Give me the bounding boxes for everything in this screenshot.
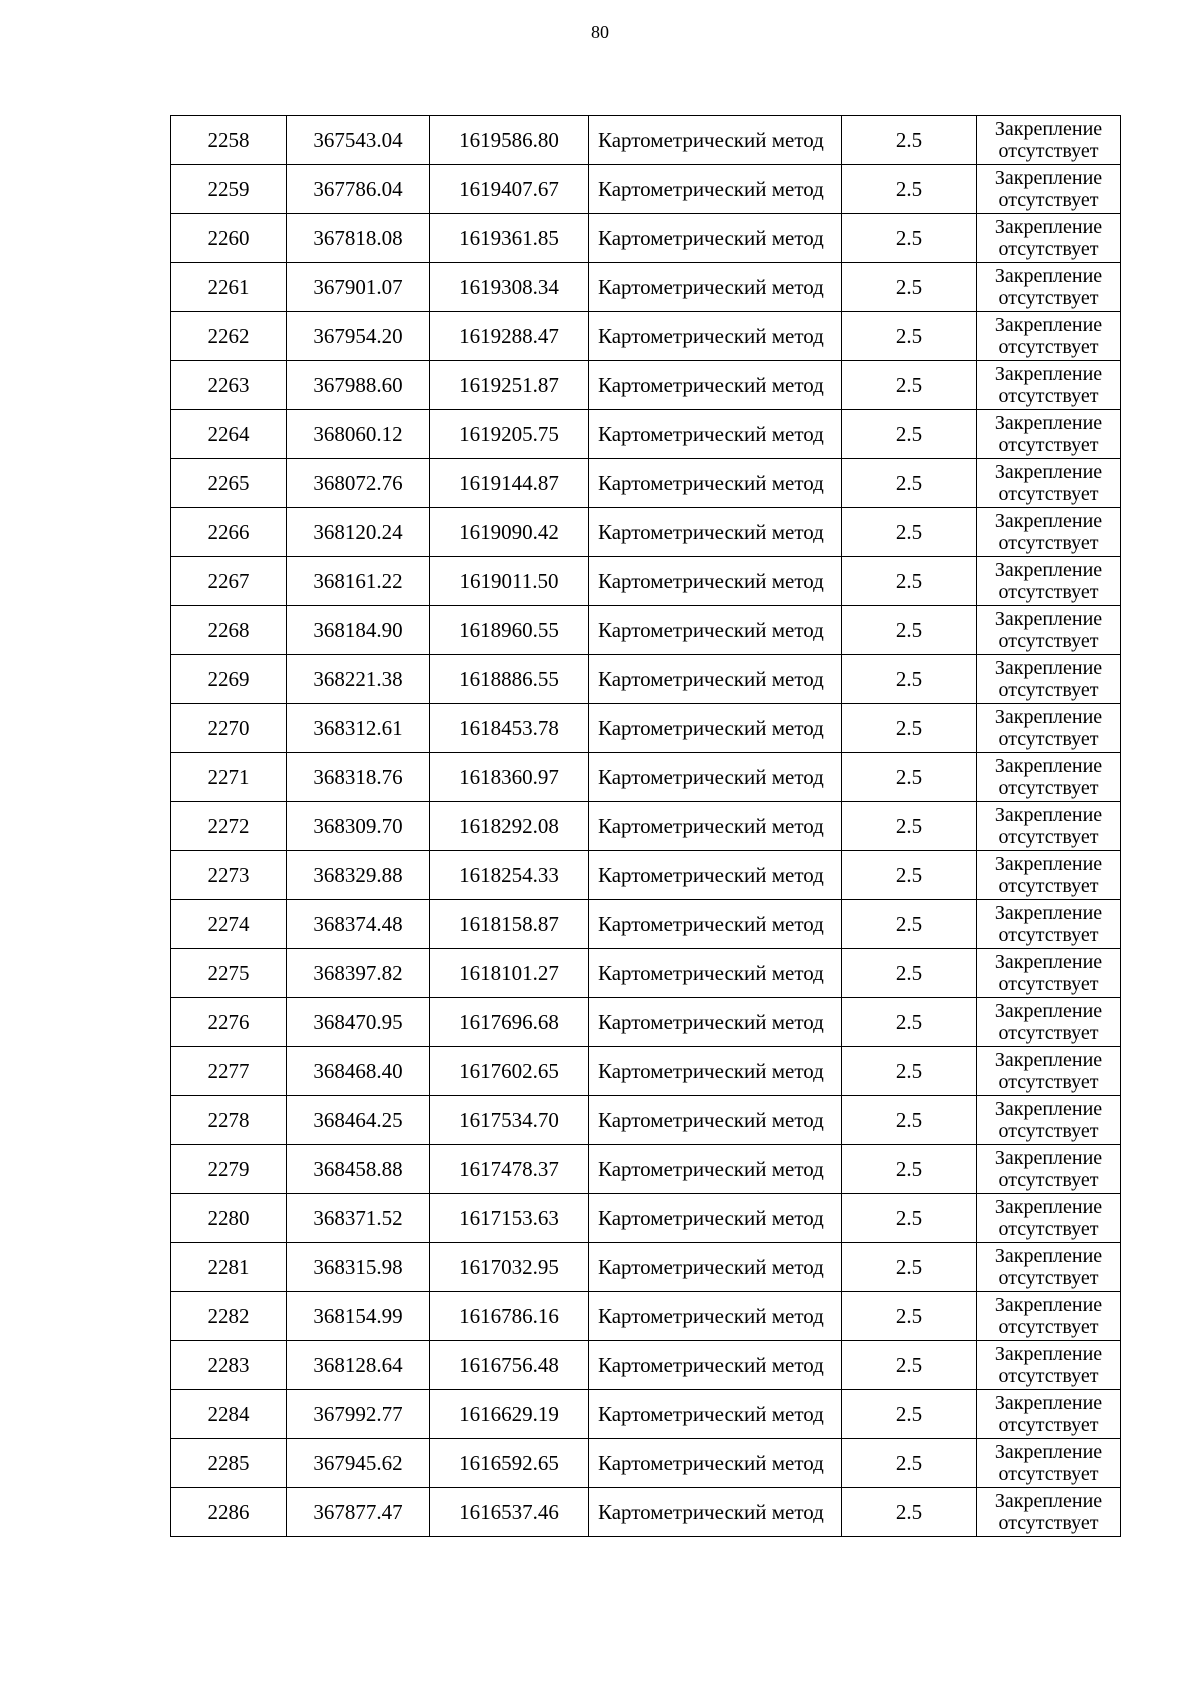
table-row bbox=[171, 704, 1121, 753]
fixation-cell bbox=[977, 655, 1121, 704]
y-coordinate-cell: 1619407.67 bbox=[430, 165, 589, 214]
fixation-cell bbox=[977, 753, 1121, 802]
accuracy-cell: 2.5 bbox=[842, 214, 977, 263]
x-coordinate-cell: 368120.24 bbox=[287, 508, 430, 557]
accuracy-cell: 2.5 bbox=[842, 1194, 977, 1243]
point-number-cell: 2261 bbox=[171, 263, 287, 312]
fixation-cell bbox=[977, 410, 1121, 459]
fixation-cell bbox=[977, 508, 1121, 557]
y-coordinate-cell: 1619586.80 bbox=[430, 116, 589, 165]
accuracy-cell: 2.5 bbox=[842, 1341, 977, 1390]
accuracy-cell: 2.5 bbox=[842, 459, 977, 508]
accuracy-cell: 2.5 bbox=[842, 1243, 977, 1292]
fixation-cell bbox=[977, 1390, 1121, 1439]
accuracy-cell: 2.5 bbox=[842, 1439, 977, 1488]
table-row bbox=[171, 508, 1121, 557]
accuracy-cell: 2.5 bbox=[842, 1145, 977, 1194]
x-coordinate-cell: 368154.99 bbox=[287, 1292, 430, 1341]
point-number-cell: 2280 bbox=[171, 1194, 287, 1243]
x-coordinate-cell: 368468.40 bbox=[287, 1047, 430, 1096]
point-number-cell: 2268 bbox=[171, 606, 287, 655]
fixation-line-2: отсутствует bbox=[998, 924, 1099, 946]
table-row bbox=[171, 557, 1121, 606]
y-coordinate-cell: 1617478.37 bbox=[430, 1145, 589, 1194]
table-body bbox=[171, 116, 1121, 1537]
method-cell: Картометрический метод bbox=[589, 557, 842, 606]
fixation-line-1: Закрепление bbox=[994, 510, 1103, 532]
table-row bbox=[171, 1488, 1121, 1537]
table-row bbox=[171, 312, 1121, 361]
fixation-cell bbox=[977, 606, 1121, 655]
table-row bbox=[171, 998, 1121, 1047]
method-cell: Картометрический метод bbox=[589, 1439, 842, 1488]
fixation-line-2: отсутствует bbox=[998, 140, 1099, 162]
x-coordinate-cell: 367818.08 bbox=[287, 214, 430, 263]
method-cell: Картометрический метод bbox=[589, 949, 842, 998]
fixation-line-1: Закрепление bbox=[994, 1245, 1103, 1267]
accuracy-cell: 2.5 bbox=[842, 361, 977, 410]
y-coordinate-cell: 1619361.85 bbox=[430, 214, 589, 263]
fixation-line-1: Закрепление bbox=[994, 1098, 1103, 1120]
fixation-line-1: Закрепление bbox=[994, 1049, 1103, 1071]
fixation-line-2: отсутствует bbox=[998, 1218, 1099, 1240]
method-cell: Картометрический метод bbox=[589, 900, 842, 949]
method-cell: Картометрический метод bbox=[589, 361, 842, 410]
fixation-cell bbox=[977, 949, 1121, 998]
fixation-line-1: Закрепление bbox=[994, 1343, 1103, 1365]
table-row bbox=[171, 214, 1121, 263]
fixation-line-2: отсутствует bbox=[998, 336, 1099, 358]
table-row bbox=[171, 1292, 1121, 1341]
x-coordinate-cell: 368374.48 bbox=[287, 900, 430, 949]
x-coordinate-cell: 368221.38 bbox=[287, 655, 430, 704]
y-coordinate-cell: 1617696.68 bbox=[430, 998, 589, 1047]
x-coordinate-cell: 368470.95 bbox=[287, 998, 430, 1047]
x-coordinate-cell: 368397.82 bbox=[287, 949, 430, 998]
method-cell: Картометрический метод bbox=[589, 410, 842, 459]
accuracy-cell: 2.5 bbox=[842, 263, 977, 312]
table-row bbox=[171, 1096, 1121, 1145]
method-cell: Картометрический метод bbox=[589, 1292, 842, 1341]
table-row bbox=[171, 900, 1121, 949]
x-coordinate-cell: 368060.12 bbox=[287, 410, 430, 459]
y-coordinate-cell: 1618360.97 bbox=[430, 753, 589, 802]
fixation-line-1: Закрепление bbox=[994, 559, 1103, 581]
accuracy-cell: 2.5 bbox=[842, 508, 977, 557]
x-coordinate-cell: 367877.47 bbox=[287, 1488, 430, 1537]
table-row bbox=[171, 1390, 1121, 1439]
table-row bbox=[171, 1047, 1121, 1096]
point-number-cell: 2266 bbox=[171, 508, 287, 557]
table-row bbox=[171, 1341, 1121, 1390]
y-coordinate-cell: 1619090.42 bbox=[430, 508, 589, 557]
point-number-cell: 2270 bbox=[171, 704, 287, 753]
fixation-cell bbox=[977, 214, 1121, 263]
accuracy-cell: 2.5 bbox=[842, 1047, 977, 1096]
point-number-cell: 2263 bbox=[171, 361, 287, 410]
fixation-line-2: отсутствует bbox=[998, 679, 1099, 701]
fixation-line-2: отсутствует bbox=[998, 287, 1099, 309]
point-number-cell: 2269 bbox=[171, 655, 287, 704]
point-number-cell: 2274 bbox=[171, 900, 287, 949]
y-coordinate-cell: 1618158.87 bbox=[430, 900, 589, 949]
y-coordinate-cell: 1616537.46 bbox=[430, 1488, 589, 1537]
fixation-line-2: отсутствует bbox=[998, 973, 1099, 995]
fixation-line-2: отсутствует bbox=[998, 189, 1099, 211]
fixation-cell bbox=[977, 116, 1121, 165]
method-cell: Картометрический метод bbox=[589, 1390, 842, 1439]
accuracy-cell: 2.5 bbox=[842, 116, 977, 165]
x-coordinate-cell: 368309.70 bbox=[287, 802, 430, 851]
x-coordinate-cell: 367988.60 bbox=[287, 361, 430, 410]
fixation-line-1: Закрепление bbox=[994, 608, 1103, 630]
y-coordinate-cell: 1619288.47 bbox=[430, 312, 589, 361]
point-number-cell: 2275 bbox=[171, 949, 287, 998]
x-coordinate-cell: 367954.20 bbox=[287, 312, 430, 361]
page-number: 80 bbox=[591, 22, 609, 42]
table-row bbox=[171, 361, 1121, 410]
table-row bbox=[171, 1145, 1121, 1194]
fixation-line-2: отсутствует bbox=[998, 532, 1099, 554]
x-coordinate-cell: 368329.88 bbox=[287, 851, 430, 900]
fixation-line-1: Закрепление bbox=[994, 804, 1103, 826]
accuracy-cell: 2.5 bbox=[842, 998, 977, 1047]
y-coordinate-cell: 1618453.78 bbox=[430, 704, 589, 753]
accuracy-cell: 2.5 bbox=[842, 1292, 977, 1341]
y-coordinate-cell: 1617534.70 bbox=[430, 1096, 589, 1145]
method-cell: Картометрический метод bbox=[589, 1194, 842, 1243]
point-number-cell: 2276 bbox=[171, 998, 287, 1047]
fixation-cell bbox=[977, 1488, 1121, 1537]
fixation-cell bbox=[977, 1096, 1121, 1145]
accuracy-cell: 2.5 bbox=[842, 900, 977, 949]
fixation-cell bbox=[977, 165, 1121, 214]
point-number-cell: 2283 bbox=[171, 1341, 287, 1390]
y-coordinate-cell: 1616629.19 bbox=[430, 1390, 589, 1439]
method-cell: Картометрический метод bbox=[589, 1341, 842, 1390]
y-coordinate-cell: 1617153.63 bbox=[430, 1194, 589, 1243]
fixation-line-2: отсутствует bbox=[998, 777, 1099, 799]
fixation-line-1: Закрепление bbox=[994, 1196, 1103, 1218]
x-coordinate-cell: 368371.52 bbox=[287, 1194, 430, 1243]
fixation-line-1: Закрепление bbox=[994, 951, 1103, 973]
fixation-cell bbox=[977, 1439, 1121, 1488]
coordinates-table bbox=[170, 115, 1121, 1537]
point-number-cell: 2267 bbox=[171, 557, 287, 606]
method-cell: Картометрический метод bbox=[589, 802, 842, 851]
method-cell: Картометрический метод bbox=[589, 1243, 842, 1292]
point-number-cell: 2260 bbox=[171, 214, 287, 263]
fixation-cell bbox=[977, 998, 1121, 1047]
x-coordinate-cell: 367543.04 bbox=[287, 116, 430, 165]
accuracy-cell: 2.5 bbox=[842, 606, 977, 655]
x-coordinate-cell: 368315.98 bbox=[287, 1243, 430, 1292]
fixation-line-2: отсутствует bbox=[998, 630, 1099, 652]
fixation-line-2: отсутствует bbox=[998, 1316, 1099, 1338]
x-coordinate-cell: 368318.76 bbox=[287, 753, 430, 802]
accuracy-cell: 2.5 bbox=[842, 802, 977, 851]
fixation-line-1: Закрепление bbox=[994, 1000, 1103, 1022]
fixation-line-1: Закрепление bbox=[994, 1294, 1103, 1316]
method-cell: Картометрический метод bbox=[589, 459, 842, 508]
x-coordinate-cell: 367945.62 bbox=[287, 1439, 430, 1488]
fixation-cell bbox=[977, 704, 1121, 753]
fixation-line-2: отсутствует bbox=[998, 1512, 1099, 1534]
table-row bbox=[171, 410, 1121, 459]
x-coordinate-cell: 368184.90 bbox=[287, 606, 430, 655]
point-number-cell: 2284 bbox=[171, 1390, 287, 1439]
table-row bbox=[171, 949, 1121, 998]
fixation-line-2: отсутствует bbox=[998, 1071, 1099, 1093]
y-coordinate-cell: 1619144.87 bbox=[430, 459, 589, 508]
y-coordinate-cell: 1619011.50 bbox=[430, 557, 589, 606]
fixation-cell bbox=[977, 263, 1121, 312]
fixation-cell bbox=[977, 459, 1121, 508]
fixation-line-2: отсутствует bbox=[998, 1267, 1099, 1289]
accuracy-cell: 2.5 bbox=[842, 165, 977, 214]
fixation-line-1: Закрепление bbox=[994, 412, 1103, 434]
x-coordinate-cell: 368458.88 bbox=[287, 1145, 430, 1194]
fixation-cell bbox=[977, 1194, 1121, 1243]
method-cell: Картометрический метод bbox=[589, 704, 842, 753]
method-cell: Картометрический метод bbox=[589, 263, 842, 312]
fixation-line-1: Закрепление bbox=[994, 265, 1103, 287]
x-coordinate-cell: 368128.64 bbox=[287, 1341, 430, 1390]
accuracy-cell: 2.5 bbox=[842, 1390, 977, 1439]
fixation-cell bbox=[977, 1243, 1121, 1292]
fixation-line-1: Закрепление bbox=[994, 902, 1103, 924]
point-number-cell: 2272 bbox=[171, 802, 287, 851]
fixation-cell bbox=[977, 557, 1121, 606]
fixation-line-1: Закрепление bbox=[994, 118, 1103, 140]
y-coordinate-cell: 1617032.95 bbox=[430, 1243, 589, 1292]
y-coordinate-cell: 1616592.65 bbox=[430, 1439, 589, 1488]
fixation-line-1: Закрепление bbox=[994, 461, 1103, 483]
fixation-line-2: отсутствует bbox=[998, 238, 1099, 260]
point-number-cell: 2281 bbox=[171, 1243, 287, 1292]
fixation-line-2: отсутствует bbox=[998, 581, 1099, 603]
x-coordinate-cell: 368072.76 bbox=[287, 459, 430, 508]
fixation-line-1: Закрепление bbox=[994, 1392, 1103, 1414]
fixation-line-1: Закрепление bbox=[994, 706, 1103, 728]
table-row bbox=[171, 1194, 1121, 1243]
fixation-line-1: Закрепление bbox=[994, 1490, 1103, 1512]
fixation-cell bbox=[977, 802, 1121, 851]
method-cell: Картометрический метод bbox=[589, 214, 842, 263]
fixation-cell bbox=[977, 361, 1121, 410]
table-row bbox=[171, 1243, 1121, 1292]
fixation-line-2: отсутствует bbox=[998, 1463, 1099, 1485]
table-row bbox=[171, 263, 1121, 312]
point-number-cell: 2273 bbox=[171, 851, 287, 900]
fixation-cell bbox=[977, 1292, 1121, 1341]
accuracy-cell: 2.5 bbox=[842, 410, 977, 459]
y-coordinate-cell: 1618292.08 bbox=[430, 802, 589, 851]
x-coordinate-cell: 367786.04 bbox=[287, 165, 430, 214]
table-row bbox=[171, 851, 1121, 900]
x-coordinate-cell: 368161.22 bbox=[287, 557, 430, 606]
accuracy-cell: 2.5 bbox=[842, 1096, 977, 1145]
fixation-line-2: отсутствует bbox=[998, 1022, 1099, 1044]
point-number-cell: 2277 bbox=[171, 1047, 287, 1096]
point-number-cell: 2279 bbox=[171, 1145, 287, 1194]
point-number-cell: 2259 bbox=[171, 165, 287, 214]
x-coordinate-cell: 368464.25 bbox=[287, 1096, 430, 1145]
method-cell: Картометрический метод bbox=[589, 508, 842, 557]
fixation-cell bbox=[977, 851, 1121, 900]
accuracy-cell: 2.5 bbox=[842, 1488, 977, 1537]
accuracy-cell: 2.5 bbox=[842, 704, 977, 753]
y-coordinate-cell: 1619205.75 bbox=[430, 410, 589, 459]
fixation-line-1: Закрепление bbox=[994, 657, 1103, 679]
fixation-line-1: Закрепление bbox=[994, 755, 1103, 777]
table-row bbox=[171, 116, 1121, 165]
fixation-cell bbox=[977, 1047, 1121, 1096]
fixation-line-2: отсутствует bbox=[998, 1120, 1099, 1142]
fixation-line-1: Закрепление bbox=[994, 216, 1103, 238]
x-coordinate-cell: 368312.61 bbox=[287, 704, 430, 753]
method-cell: Картометрический метод bbox=[589, 606, 842, 655]
y-coordinate-cell: 1619251.87 bbox=[430, 361, 589, 410]
table-row bbox=[171, 606, 1121, 655]
fixation-line-1: Закрепление bbox=[994, 1441, 1103, 1463]
point-number-cell: 2282 bbox=[171, 1292, 287, 1341]
method-cell: Картометрический метод bbox=[589, 655, 842, 704]
table-row bbox=[171, 459, 1121, 508]
accuracy-cell: 2.5 bbox=[842, 753, 977, 802]
point-number-cell: 2262 bbox=[171, 312, 287, 361]
fixation-line-2: отсутствует bbox=[998, 434, 1099, 456]
point-number-cell: 2285 bbox=[171, 1439, 287, 1488]
y-coordinate-cell: 1616756.48 bbox=[430, 1341, 589, 1390]
accuracy-cell: 2.5 bbox=[842, 949, 977, 998]
method-cell: Картометрический метод bbox=[589, 116, 842, 165]
point-number-cell: 2258 bbox=[171, 116, 287, 165]
table-row bbox=[171, 165, 1121, 214]
table-row bbox=[171, 1439, 1121, 1488]
accuracy-cell: 2.5 bbox=[842, 851, 977, 900]
x-coordinate-cell: 367992.77 bbox=[287, 1390, 430, 1439]
fixation-line-2: отсутствует bbox=[998, 1414, 1099, 1436]
method-cell: Картометрический метод bbox=[589, 165, 842, 214]
method-cell: Картометрический метод bbox=[589, 312, 842, 361]
y-coordinate-cell: 1618886.55 bbox=[430, 655, 589, 704]
fixation-cell bbox=[977, 312, 1121, 361]
method-cell: Картометрический метод bbox=[589, 1047, 842, 1096]
fixation-line-2: отсутствует bbox=[998, 875, 1099, 897]
point-number-cell: 2264 bbox=[171, 410, 287, 459]
accuracy-cell: 2.5 bbox=[842, 557, 977, 606]
method-cell: Картометрический метод bbox=[589, 1145, 842, 1194]
method-cell: Картометрический метод bbox=[589, 998, 842, 1047]
y-coordinate-cell: 1618101.27 bbox=[430, 949, 589, 998]
x-coordinate-cell: 367901.07 bbox=[287, 263, 430, 312]
method-cell: Картометрический метод bbox=[589, 851, 842, 900]
point-number-cell: 2278 bbox=[171, 1096, 287, 1145]
fixation-line-1: Закрепление bbox=[994, 1147, 1103, 1169]
point-number-cell: 2265 bbox=[171, 459, 287, 508]
accuracy-cell: 2.5 bbox=[842, 655, 977, 704]
fixation-line-1: Закрепление bbox=[994, 853, 1103, 875]
fixation-line-2: отсутствует bbox=[998, 1169, 1099, 1191]
y-coordinate-cell: 1618254.33 bbox=[430, 851, 589, 900]
fixation-line-1: Закрепление bbox=[994, 363, 1103, 385]
accuracy-cell: 2.5 bbox=[842, 312, 977, 361]
y-coordinate-cell: 1616786.16 bbox=[430, 1292, 589, 1341]
y-coordinate-cell: 1619308.34 bbox=[430, 263, 589, 312]
y-coordinate-cell: 1618960.55 bbox=[430, 606, 589, 655]
fixation-line-2: отсутствует bbox=[998, 1365, 1099, 1387]
fixation-line-1: Закрепление bbox=[994, 167, 1103, 189]
table-row bbox=[171, 753, 1121, 802]
y-coordinate-cell: 1617602.65 bbox=[430, 1047, 589, 1096]
fixation-cell bbox=[977, 1145, 1121, 1194]
method-cell: Картометрический метод bbox=[589, 753, 842, 802]
fixation-cell bbox=[977, 1341, 1121, 1390]
method-cell: Картометрический метод bbox=[589, 1488, 842, 1537]
table-row bbox=[171, 655, 1121, 704]
fixation-line-2: отсутствует bbox=[998, 826, 1099, 848]
table-row bbox=[171, 802, 1121, 851]
point-number-cell: 2286 bbox=[171, 1488, 287, 1537]
method-cell: Картометрический метод bbox=[589, 1096, 842, 1145]
point-number-cell: 2271 bbox=[171, 753, 287, 802]
fixation-line-2: отсутствует bbox=[998, 483, 1099, 505]
fixation-cell bbox=[977, 900, 1121, 949]
fixation-line-1: Закрепление bbox=[994, 314, 1103, 336]
fixation-line-2: отсутствует bbox=[998, 385, 1099, 407]
fixation-line-2: отсутствует bbox=[998, 728, 1099, 750]
